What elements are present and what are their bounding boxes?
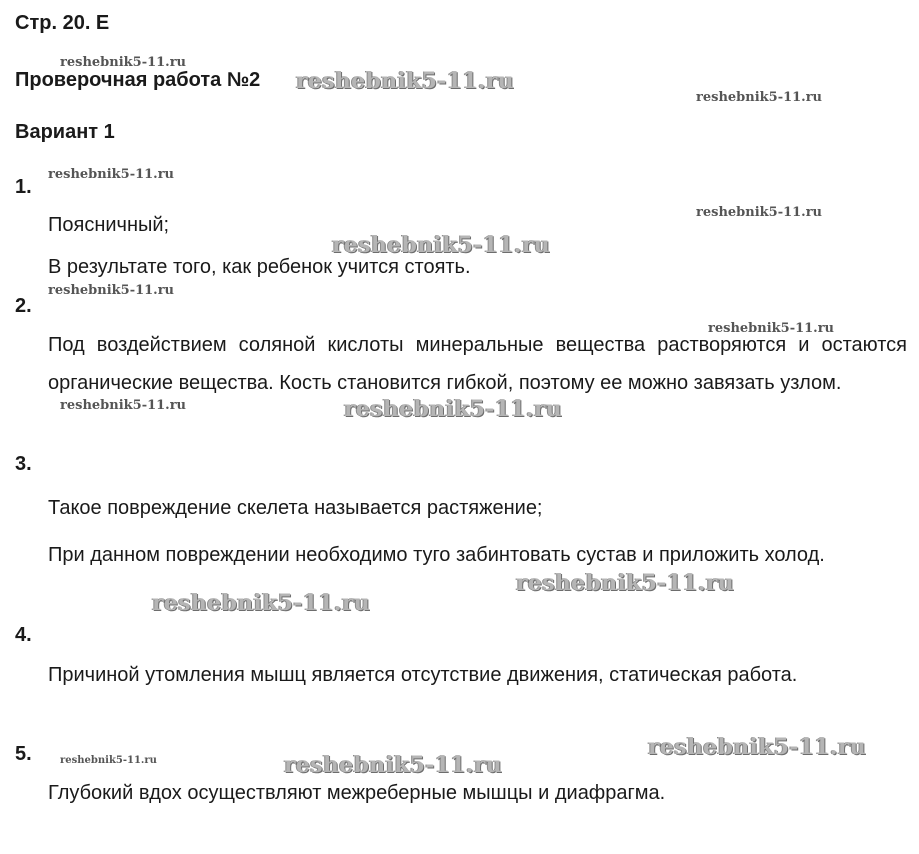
task-3-answer-1: Такое повреждение скелета называется растяжение; bbox=[48, 497, 543, 519]
watermark-text: reshebnik5-11.ru bbox=[48, 167, 175, 182]
watermark-text: reshebnik5-11.ru bbox=[332, 232, 551, 258]
watermark-text: reshebnik5-11.ru bbox=[696, 90, 823, 105]
task-1-answer-1: Поясничный; bbox=[48, 214, 170, 236]
variant-heading: Вариант 1 bbox=[15, 121, 115, 143]
task-number-2: 2. bbox=[15, 295, 32, 317]
watermark-text: reshebnik5-11.ru bbox=[708, 321, 835, 336]
task-number-5: 5. bbox=[15, 743, 32, 765]
watermark-text: reshebnik5-11.ru bbox=[284, 752, 503, 778]
watermark-text: reshebnik5-11.ru bbox=[516, 570, 735, 596]
task-number-3: 3. bbox=[15, 453, 32, 475]
watermark-text: reshebnik5-11.ru bbox=[152, 590, 371, 616]
page-reference: Стр. 20. Е bbox=[15, 12, 110, 34]
task-number-4: 4. bbox=[15, 624, 32, 646]
watermark-text: reshebnik5-11.ru bbox=[296, 68, 515, 94]
watermark-text: reshebnik5-11.ru bbox=[344, 396, 563, 422]
watermark-text: reshebnik5-11.ru bbox=[60, 55, 187, 70]
watermark-text: reshebnik5-11.ru bbox=[648, 734, 867, 760]
watermark-text: reshebnik5-11.ru bbox=[48, 283, 175, 298]
task-number-1: 1. bbox=[15, 176, 32, 198]
task-5-answer: Глубокий вдох осуществляют межреберные мышцы и диафрагма. bbox=[48, 782, 666, 804]
watermark-text: reshebnik5-11.ru bbox=[60, 755, 157, 766]
task-3-answer-2: При данном повреждении необходимо туго забинтовать сустав и приложить холод. bbox=[48, 544, 825, 566]
page-title: Проверочная работа №2 bbox=[15, 69, 261, 91]
watermark-text: reshebnik5-11.ru bbox=[696, 205, 823, 220]
task-4-answer: Причиной утомления мышц является отсутствие движения, статическая работа. bbox=[48, 664, 798, 686]
task-1-answer-2: В результате того, как ребенок учится стоять. bbox=[48, 256, 471, 278]
task-2-answer: Под воздействием соляной кислоты минеральные вещества растворяются и остаются органические вещества. Кость становится гибкой, поэтому ее можно завязать узлом. bbox=[48, 334, 907, 394]
watermark-text: reshebnik5-11.ru bbox=[60, 398, 187, 413]
